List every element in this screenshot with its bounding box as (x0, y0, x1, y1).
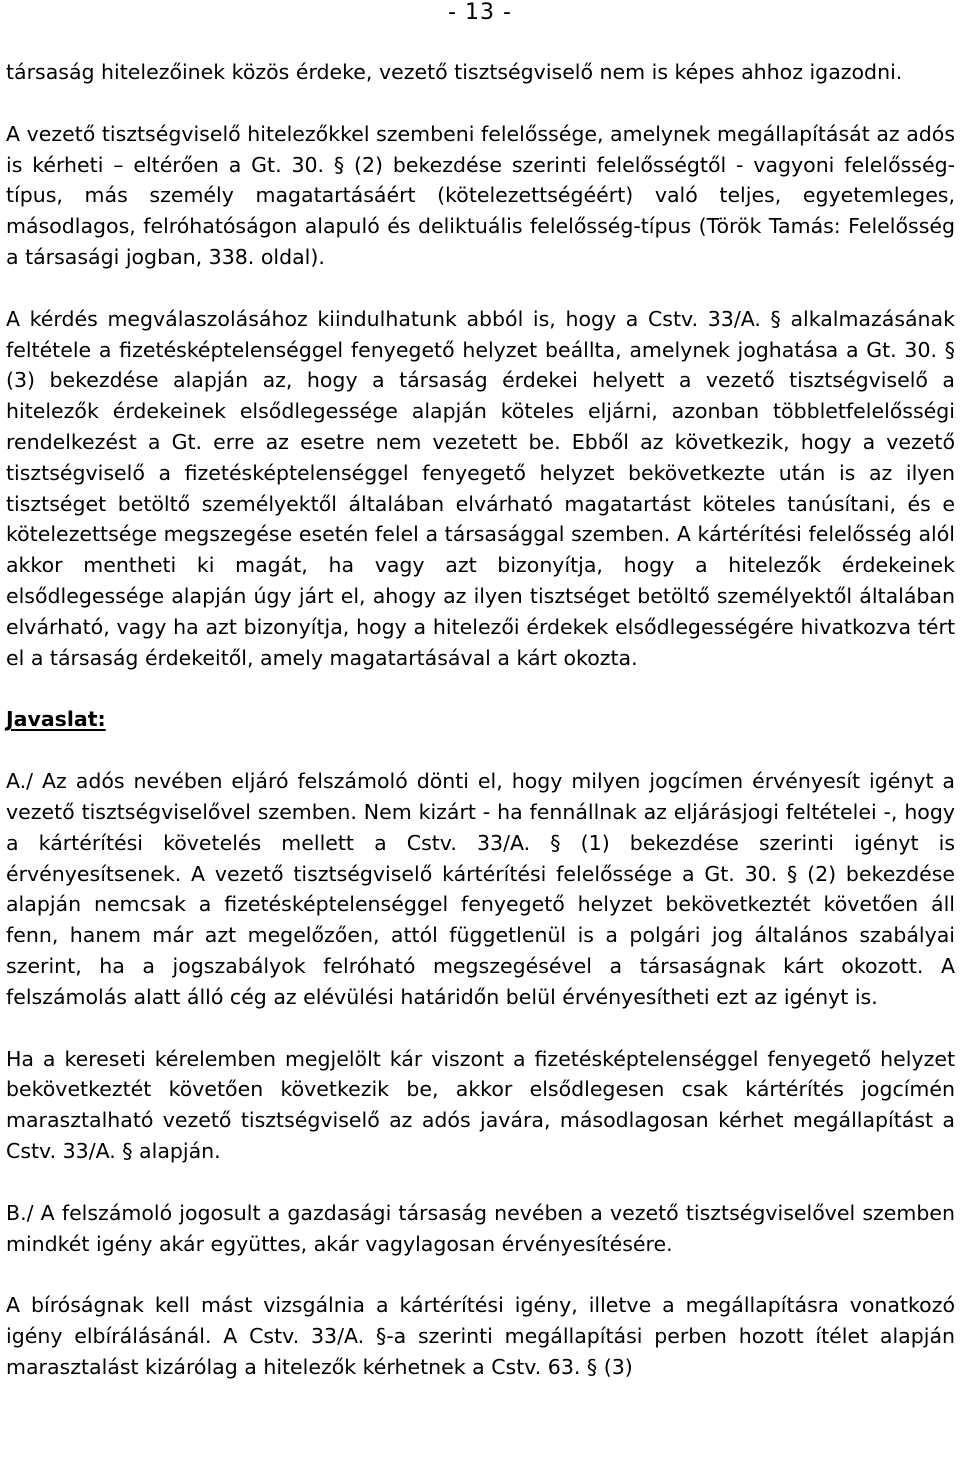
paragraph-proposal-b: B./ A felszámoló jogosult a gazdasági társaság nevében a vezető tisztségviselővel szemben mindkét igény akár együttes, akár vagylagosan érvényesítésére. (6, 1200, 955, 1256)
paragraph-cstv-33a-analysis: A kérdés megválaszolásához kiindulhatunk abból is, hogy a Cstv. 33/A. § alkalmazásának feltétele a fizetésképtelenséggel fenyegető helyzet beállta, amelynek joghatása a Gt. 30. § (3) bekezdése alapján az, hogy a társaság érdekei helyett a vezető tisztségviselő a hitelezők érdekeinek elsődlegessége alapján köteles eljárni, azonban többletfelelősségi rendelkezést a Gt. erre az esetre nem vezetett be. Ebből az következik, hogy a vezető tisztségviselő a fizetésképtelenséggel fenyegető helyzet bekövetkezte után is az ilyen tisztséget betöltő személyektől általában elvárható magatartást köteles tanúsítani, és e kötelezettsége megszegése esetén felel a társasággal szemben. A kártérítési felelősség alól akkor mentheti ki magát, ha vagy azt bizonyítja, hogy a hitelezők érdekeinek elsődlegessége alapján úgy járt el, ahogy az ilyen tisztséget betöltő személyektől általában elvárható, vagy ha azt bizonyítja, hogy a hitelezői érdekek elsődlegességére hivatkozva tért el a társaság érdekeitől, amely magatartásával a kárt okozta. (6, 306, 955, 670)
paragraph-liability-type: A vezető tisztségviselő hitelezőkkel szembeni felelőssége, amelynek megállapítását az adós is kérheti – eltérően a Gt. 30. § (2) bekezdése szerinti felelősségtől - vagyoni felelősség-típus, más személy magatartásáért (kötelezettségéért) való teljes, egyetemleges, másodlagos, felróhatóságon alapuló és deliktuális felelősség-típus (Török Tamás: Felelősség a társasági jogban, 338. oldal). (6, 121, 955, 269)
section-heading-javaslat: Javaslat: (6, 707, 106, 732)
paragraph-damage-claim: Ha a kereseti kérelemben megjelölt kár viszont a fizetésképtelenséggel fenyegető helyzet bekövetkeztét követően következik be, akkor elsődlegesen csak kártérítés jogcímén marasztalható vezető tisztségviselő az adós javára, másodlagosan kérhet megállapítást a Cstv. 33/A. § alapján. (6, 1046, 955, 1163)
document-body (6, 57, 955, 1383)
page-number: - 13 - (448, 0, 512, 25)
paragraph-court-examination: A bíróságnak kell mást vizsgálnia a kártérítési igény, illetve a megállapításra vonatkozó igény elbírálásánál. A Cstv. 33/A. §-a szerinti megállapítási perben hozott ítélet alapján marasztalást kizárólag a hitelezők kérhetnek a Cstv. 63. § (3) (6, 1293, 955, 1379)
paragraph-proposal-a: A./ Az adós nevében eljáró felszámoló dönti el, hogy milyen jogcímen érvényesít igényt a vezető tisztségviselővel szemben. Nem kizárt - ha fennállnak az eljárásjogi feltételei -, hogy a kártérítési követelés mellett a Cstv. 33/A. § (1) bekezdése szerinti igényt is érvényesítsenek. A vezető tisztségviselő kártérítési felelőssége a Gt. 30. § (2) bekezdése alapján nemcsak a fizetésképtelenséggel fenyegető helyzet bekövetkeztét követően áll fenn, hanem már azt megelőzően, attól függetlenül is a polgári jog általános szabályai szerint, ha a jogszabályok felróható megszegésével a társaságnak kárt okozott. A felszámolás alatt álló cég az elévülési határidőn belül érvényesítheti ezt az igényt is. (6, 769, 955, 1009)
paragraph-creditor-interest: társaság hitelezőinek közös érdeke, vezető tisztségviselő nem is képes ahhoz igazodni. (6, 60, 903, 84)
